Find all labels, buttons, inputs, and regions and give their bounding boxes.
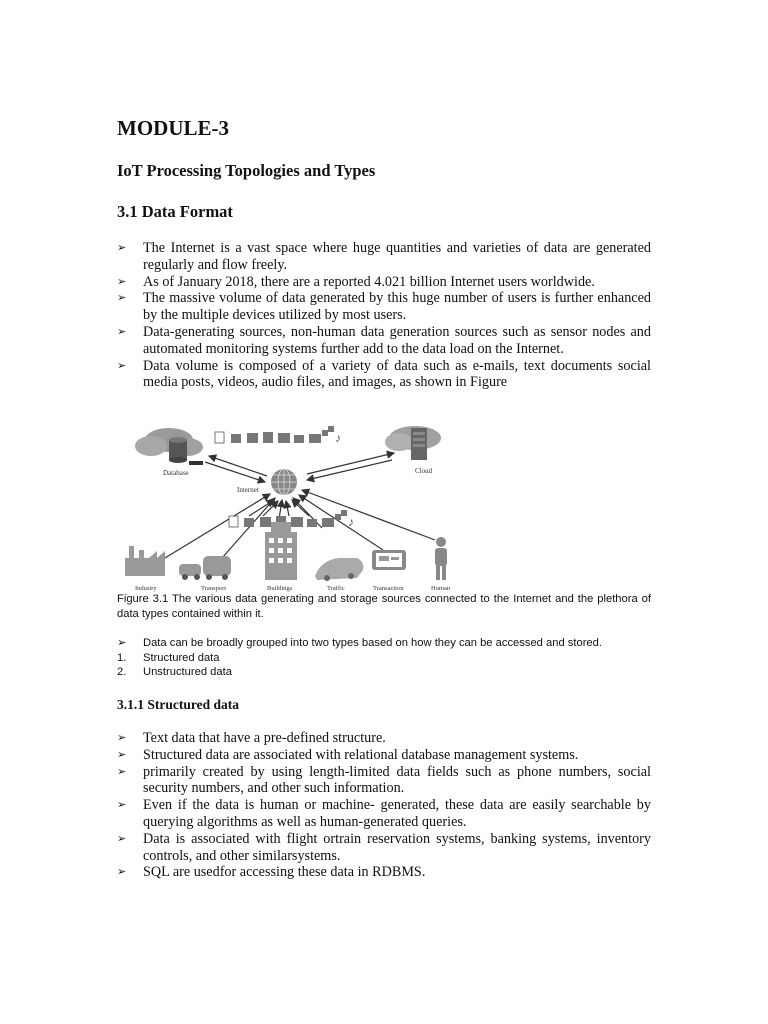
- data-sources-figure: [117, 418, 651, 594]
- list-number: 1.: [117, 651, 127, 664]
- data-groups: [117, 636, 651, 680]
- groups-intro: [117, 636, 651, 651]
- arrow-bullet-icon: ➢: [117, 637, 127, 649]
- human-icon: [435, 537, 447, 580]
- database-icon: [135, 428, 203, 465]
- industry-icon: [125, 546, 165, 576]
- bullet-text: Structured data are associated with relational database management systems.: [143, 746, 579, 763]
- list-item: [117, 358, 651, 392]
- subsection-title: 3.1.1 Structured data: [117, 697, 240, 712]
- buildings-label: Buildings: [267, 585, 293, 592]
- figure-caption: Figure 3.1 The various data generating and storage sources connected to the Internet and the plethora of data types contained within it.: [117, 593, 651, 621]
- list-item: [117, 864, 651, 881]
- intro-bullet-list: [117, 240, 651, 391]
- list-item: [117, 797, 651, 831]
- arrow-bullet-icon: ➢: [117, 764, 127, 778]
- list-number: 2.: [117, 666, 127, 679]
- list-item: [117, 274, 651, 291]
- list-item: [117, 324, 651, 358]
- list-item: [117, 665, 651, 680]
- bullet-text: Data volume is composed of a variety of data such as e-mails, text documents social media posts, videos, audio files, and images, as shown in Figure: [143, 357, 651, 391]
- arrow-bullet-icon: ➢: [117, 798, 127, 812]
- database-label: Database: [163, 469, 189, 477]
- bullet-text: The massive volume of data generated by this huge number of users is further enhanced by the multiple devices utilized by most users.: [143, 290, 651, 324]
- data-type-icons-top: [215, 426, 341, 445]
- arrow-bullet-icon: ➢: [117, 865, 127, 879]
- arrow-bullet-icon: ➢: [117, 324, 127, 338]
- data-type-icons-middle: [229, 510, 354, 529]
- group-label: Unstructured data: [143, 666, 232, 679]
- transport-label: Transport: [201, 585, 227, 592]
- cloud-icon: [385, 426, 441, 460]
- bullet-text: Data-generating sources, non-human data generation sources such as sensor nodes and automated monitoring systems further add to the data load on the Internet.: [143, 323, 651, 357]
- arrow-bullet-icon: ➢: [117, 731, 127, 744]
- arrow-bullet-icon: ➢: [117, 274, 127, 288]
- list-item: [117, 747, 651, 764]
- bullet-text: primarily created by using length-limited data fields such as phone numbers, social security numbers, and other such information.: [143, 763, 651, 797]
- transport-icon: [179, 556, 231, 580]
- transaction-icon: [372, 550, 406, 570]
- svg-text:♪: ♪: [335, 431, 341, 445]
- bullet-text: SQL are usedfor accessing these data in RDBMS.: [143, 864, 426, 881]
- list-item: [117, 764, 651, 798]
- connection-arrows: [165, 453, 435, 558]
- internet-globe-icon: [271, 469, 297, 495]
- bullet-text: Data is associated with flight ortrain reservation systems, banking systems, inventory controls, and other similarsystems.: [143, 830, 651, 864]
- list-item: [117, 651, 651, 666]
- cloud-label: Cloud: [415, 467, 433, 475]
- page-subtitle: IoT Processing Topologies and Types: [117, 161, 376, 180]
- traffic-icon: [315, 558, 363, 581]
- internet-label: Internet: [237, 486, 259, 494]
- arrow-bullet-icon: ➢: [117, 747, 127, 761]
- industry-label: Industry: [135, 585, 157, 592]
- list-item: [117, 240, 651, 274]
- groups-intro-text: Data can be broadly grouped into two types based on how they can be accessed and stored.: [143, 637, 602, 649]
- section-title: 3.1 Data Format: [117, 202, 233, 221]
- arrow-bullet-icon: ➢: [117, 291, 127, 305]
- transaction-label: Transaction: [373, 585, 404, 592]
- bullet-text: The Internet is a vast space where huge quantities and varieties of data are generated regularly and flow freely.: [143, 240, 651, 273]
- human-label: Human: [431, 585, 451, 592]
- traffic-label: Traffic: [327, 585, 345, 592]
- list-item: [117, 730, 651, 747]
- module-title: MODULE-3: [117, 116, 229, 140]
- list-item: [117, 290, 651, 324]
- bullet-text: Even if the data is human or machine- generated, these data are easily searchable by querying algorithms as well as human-generated queries.: [143, 797, 651, 830]
- arrow-bullet-icon: ➢: [117, 358, 127, 372]
- svg-text:♪: ♪: [348, 515, 354, 529]
- bullet-text: As of January 2018, there are a reported 4.021 billion Internet users worldwide.: [143, 273, 595, 290]
- structured-bullet-list: [117, 730, 651, 881]
- group-label: Structured data: [143, 651, 220, 664]
- buildings-icon: [265, 522, 297, 580]
- arrow-bullet-icon: ➢: [117, 241, 127, 254]
- bullet-text: Text data that have a pre-defined structure.: [143, 730, 386, 746]
- list-item: [117, 831, 651, 865]
- arrow-bullet-icon: ➢: [117, 831, 127, 845]
